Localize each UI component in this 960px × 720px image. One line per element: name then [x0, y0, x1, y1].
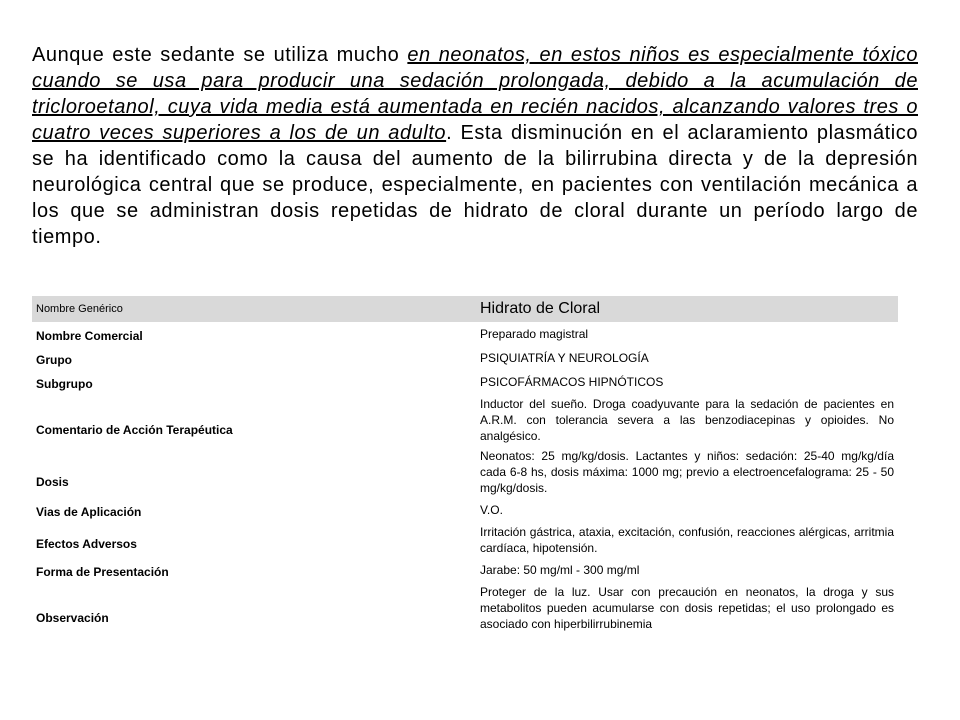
table-row [32, 394, 898, 446]
row-label-comentario: Comentario de Acción Terapéutica [36, 423, 233, 437]
table-row [32, 582, 898, 634]
table-header-row [32, 296, 898, 322]
row-label-vias: Vias de Aplicación [36, 505, 142, 519]
table-row [32, 322, 898, 346]
row-value-grupo: PSIQUIATRÍA Y NEUROLOGÍA [480, 351, 649, 365]
row-label-subgrupo: Subgrupo [36, 377, 93, 391]
row-label-dosis: Dosis [36, 475, 69, 489]
table-row [32, 498, 898, 522]
row-label-presentacion: Forma de Presentación [36, 565, 169, 579]
table-row [32, 558, 898, 582]
row-label-nombre-comercial: Nombre Comercial [36, 329, 143, 343]
intro-text-emphasis: en neonatos, en estos niños es especialmente tóxico cuando se usa para producir una sedación prolongada, debido a la acumulación de tricloroetanol, cuya vida media está aumentada en recién nacidos, alcanzando valores tres o cuatro veces superiores a los de un adulto [32, 44, 918, 144]
row-value-observacion: Proteger de la luz. Usar con precaución en neonatos, la droga y sus metabolitos pueden acumularse con dosis repetidas; el uso prolongado es asociado con hiperbilirrubinemia [480, 585, 894, 631]
table-row [32, 346, 898, 370]
table-row [32, 522, 898, 558]
row-value-nombre-comercial: Preparado magistral [480, 327, 589, 341]
row-label-observacion: Observación [36, 611, 109, 625]
row-value-presentacion: Jarabe: 50 mg/ml - 300 mg/ml [480, 563, 640, 577]
drug-info-table [32, 296, 898, 634]
table-row [32, 370, 898, 394]
row-value-efectos: Irritación gástrica, ataxia, excitación, confusión, reacciones alérgicas, arritmia cardíaca, hipotensión. [480, 525, 894, 555]
table-row [32, 446, 898, 498]
row-value-subgrupo: PSICOFÁRMACOS HIPNÓTICOS [480, 375, 664, 389]
intro-text-after: . Esta disminución en el aclaramiento plasmático se ha identificado como la causa del aumento de la bilirrubina directa y de la depresión neurológica central que se produce, especialmente, en pacientes con ventilación mecánica a los que se administran dosis repetidas de hidrato de cloral durante un período largo de tiempo. [32, 122, 918, 248]
row-label-efectos: Efectos Adversos [36, 537, 137, 551]
row-value-comentario: Inductor del sueño. Droga coadyuvante para la sedación de pacientes en A.R.M. con tolerancia severa a las benzodiacepinas y opioides. No analgésico. [480, 397, 894, 443]
row-label-grupo: Grupo [36, 353, 72, 367]
header-label: Nombre Genérico [32, 296, 476, 322]
intro-text-before: Aunque este sedante se utiliza mucho [32, 44, 408, 66]
header-value: Hidrato de Cloral [476, 296, 898, 322]
row-value-dosis: Neonatos: 25 mg/kg/dosis. Lactantes y niños: sedación: 25-40 mg/kg/día cada 6-8 hs, dosis máxima: 1000 mg; previo a electroencefalograma: 25 - 50 mg/kg/dosis. [480, 449, 894, 495]
intro-paragraph [32, 42, 918, 250]
row-value-vias: V.O. [480, 503, 503, 517]
